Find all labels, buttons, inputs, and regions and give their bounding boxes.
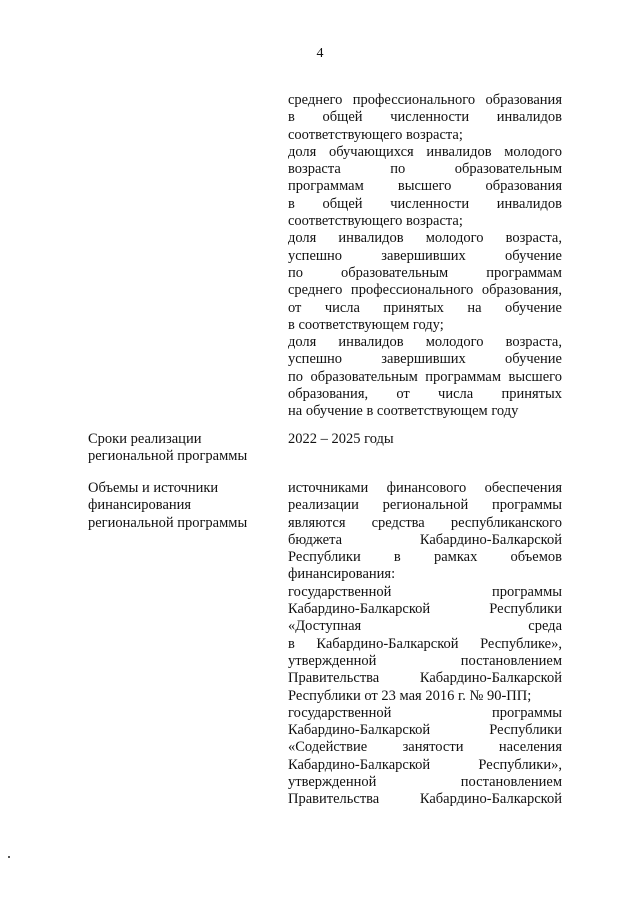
funding-label	[88, 480, 273, 532]
funding-line: в Кабардино-Балкарской Республике»,	[288, 635, 562, 652]
term-value	[288, 431, 562, 448]
indicator-line: в общей численности инвалидов	[288, 195, 562, 212]
funding-line: Республики в рамках объемов	[288, 549, 562, 566]
funding-line: Кабардино-Балкарской Республики»,	[288, 756, 562, 773]
indicator-line: возраста по образовательным	[288, 161, 562, 178]
indicator-line: в общей численности инвалидов	[288, 109, 562, 126]
funding-line: Правительства Кабардино-Балкарской	[288, 791, 562, 808]
funding-sources-text	[288, 480, 562, 809]
funding-line: Правительства Кабардино-Балкарской	[288, 670, 562, 687]
funding-line: являются средства республиканского	[288, 514, 562, 531]
indicator-line: среднего профессионального образования,	[288, 282, 562, 299]
page-number: 4	[316, 46, 324, 61]
funding-line: утвержденной постановлением	[288, 652, 562, 669]
indicator-line: успешно завершивших обучение	[288, 351, 562, 368]
funding-label-line: Объемы и источники	[88, 480, 219, 496]
indicator-line: доля инвалидов молодого возраста,	[288, 334, 562, 351]
indicator-line: соответствующего возраста;	[288, 126, 463, 143]
indicator-line: от числа принятых на обучение	[288, 299, 562, 316]
indicator-line: программам высшего образования	[288, 178, 562, 195]
funding-line: Кабардино-Балкарской Республики	[288, 601, 562, 618]
funding-line: «Содействие занятости населения	[288, 739, 562, 756]
indicator-line: доля обучающихся инвалидов молодого	[288, 143, 562, 160]
funding-line: государственной программы	[288, 704, 562, 721]
funding-line: утвержденной постановлением	[288, 774, 562, 791]
indicator-line: по образовательным программам высшего	[288, 368, 562, 385]
term-value-text: 2022 – 2025 годы	[288, 431, 394, 447]
funding-line: источниками финансового обеспечения	[288, 480, 562, 496]
scan-mark	[8, 856, 10, 858]
term-label	[88, 431, 273, 466]
funding-line: реализации региональной программы	[288, 497, 562, 514]
term-label-line: Сроки реализации	[88, 431, 202, 447]
indicators-list	[288, 92, 562, 421]
funding-label-line: финансирования	[88, 497, 192, 514]
term-label-line: региональной программы	[88, 448, 248, 465]
indicator-line: доля инвалидов молодого возраста,	[288, 230, 562, 247]
indicator-line: успешно завершивших обучение	[288, 247, 562, 264]
indicator-line: на обучение в соответствующем году	[288, 403, 519, 420]
funding-line: Кабардино-Балкарской Республики	[288, 722, 562, 739]
funding-line: Республики от 23 мая 2016 г. № 90-ПП;	[288, 687, 532, 704]
indicator-line: соответствующего возраста;	[288, 213, 463, 230]
indicator-line: по образовательным программам	[288, 264, 562, 281]
funding-line: финансирования:	[288, 566, 396, 583]
funding-line: «Доступная среда	[288, 618, 562, 635]
funding-line: бюджета Кабардино-Балкарской	[288, 531, 562, 548]
funding-label-line: региональной программы	[88, 514, 248, 531]
funding-line: государственной программы	[288, 583, 562, 600]
indicator-line: среднего профессионального образования	[288, 92, 562, 108]
indicator-line: в соответствующем году;	[288, 316, 444, 333]
indicator-line: образования, от числа принятых	[288, 386, 562, 403]
